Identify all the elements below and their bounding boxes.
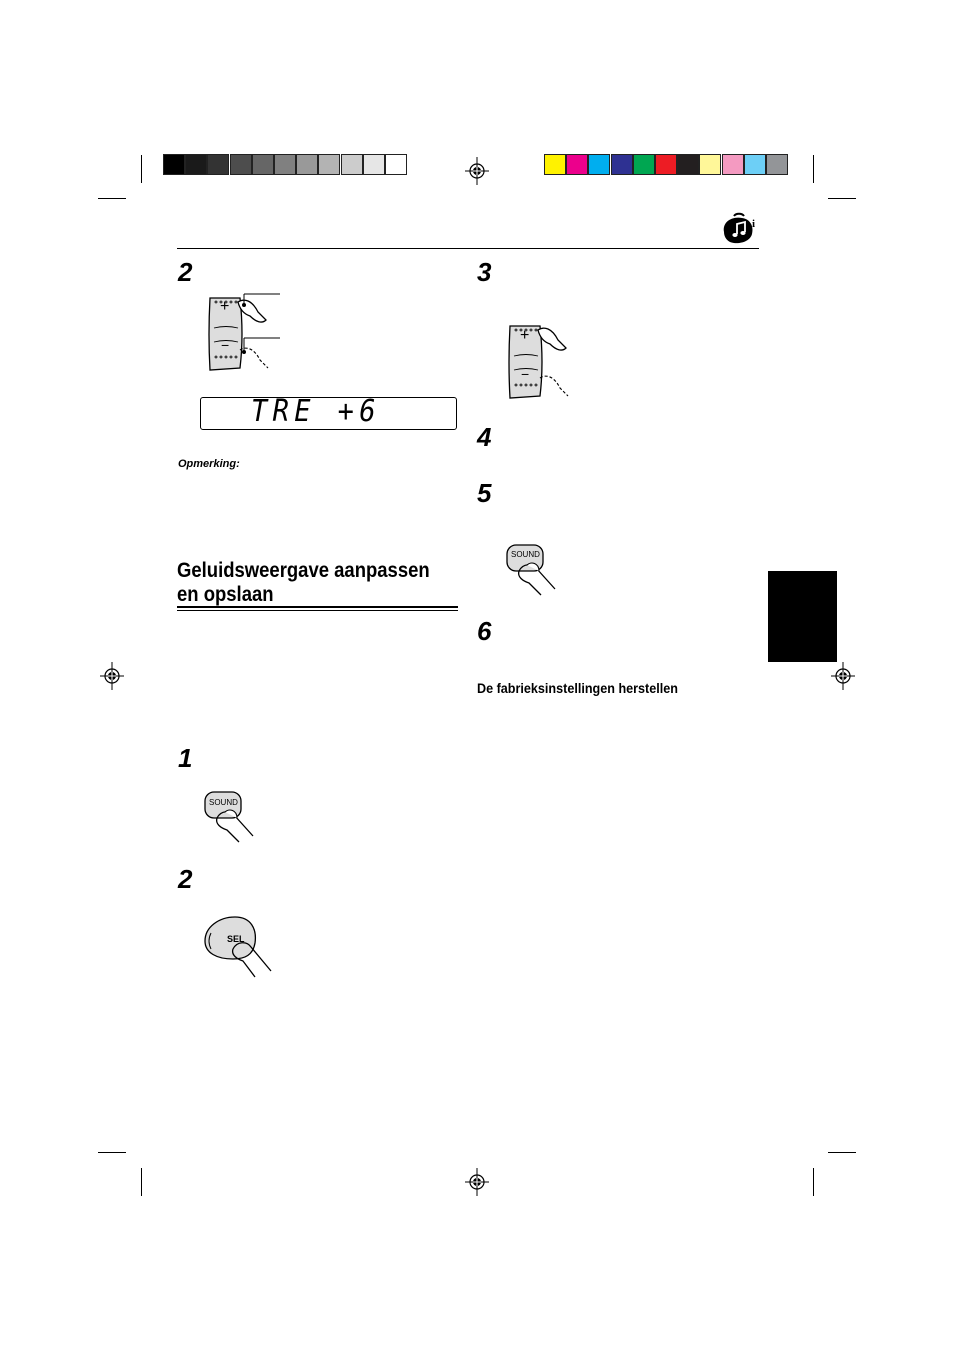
color-swatch <box>566 154 588 175</box>
gray-swatch <box>252 154 274 175</box>
step-number: 3 <box>477 257 492 287</box>
color-swatch <box>611 154 633 175</box>
language-tab <box>768 571 837 662</box>
gray-swatch <box>296 154 318 175</box>
section-heading <box>177 559 430 607</box>
crop-mark <box>813 155 814 183</box>
crop-mark <box>141 155 142 183</box>
heading-rule <box>177 606 458 608</box>
step-number: 5 <box>477 478 492 508</box>
plus-label: + <box>220 298 230 315</box>
header-rule <box>177 248 759 249</box>
color-swatch <box>699 154 721 175</box>
step-number: 4 <box>477 422 492 452</box>
color-swatch <box>655 154 677 175</box>
section-heading-line: Geluidsweergave aanpassen <box>177 559 430 582</box>
step-number: 2 <box>178 257 193 287</box>
color-swatch <box>766 154 788 175</box>
heading-rule <box>177 610 458 611</box>
sound-button-label: SOUND <box>209 798 238 807</box>
gray-swatch <box>230 154 252 175</box>
sound-button-label: SOUND <box>511 550 540 559</box>
crop-mark <box>828 198 856 199</box>
crop-mark <box>828 1152 856 1153</box>
subheading: De fabrieksinstellingen herstellen <box>477 680 678 696</box>
step-number: 6 <box>477 616 492 646</box>
color-swatch <box>677 154 699 175</box>
registration-mark-icon <box>465 157 489 185</box>
registration-mark-icon <box>831 662 855 690</box>
gray-swatch <box>363 154 385 175</box>
sel-button-label: SEL <box>227 934 245 944</box>
crop-mark <box>98 198 126 199</box>
svg-text:i: i <box>752 218 756 230</box>
gray-swatch <box>318 154 340 175</box>
gray-swatch <box>341 154 363 175</box>
registration-mark-icon <box>465 1168 489 1196</box>
note-label: Opmerking: <box>178 458 240 470</box>
gray-swatch <box>385 154 407 175</box>
crop-mark <box>98 1152 126 1153</box>
color-swatch <box>633 154 655 175</box>
gray-swatch <box>207 154 229 175</box>
gray-swatch <box>163 154 185 175</box>
step-number: 2 <box>178 864 193 894</box>
volume-rocker-illustration <box>200 290 290 380</box>
sound-note-icon <box>720 212 760 246</box>
crop-mark <box>813 1168 814 1196</box>
plus-label: + <box>520 327 530 344</box>
color-swatch <box>544 154 566 175</box>
color-swatch <box>722 154 744 175</box>
color-swatch <box>588 154 610 175</box>
registration-mark-icon <box>100 662 124 690</box>
volume-rocker-illustration <box>500 318 580 408</box>
gray-swatch <box>274 154 296 175</box>
crop-mark <box>141 1168 142 1196</box>
lcd-display <box>200 394 457 430</box>
sel-button-illustration <box>203 915 275 979</box>
lcd-display-text: TRE +6 <box>251 394 381 429</box>
section-heading-line: en opslaan <box>177 583 274 606</box>
minus-label: − <box>521 366 530 382</box>
minus-label: − <box>221 337 230 353</box>
color-swatch <box>744 154 766 175</box>
step-number: 1 <box>178 743 193 773</box>
gray-swatch <box>185 154 207 175</box>
